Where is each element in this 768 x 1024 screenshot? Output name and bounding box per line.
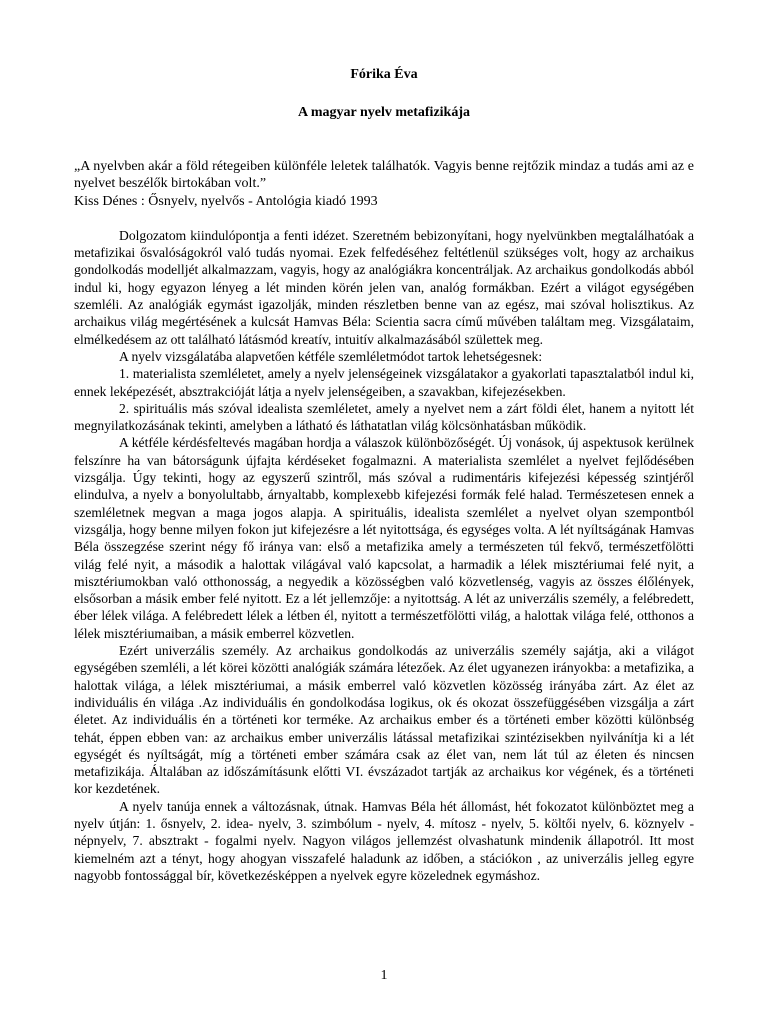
author-name: Fórika Éva bbox=[350, 67, 418, 82]
paragraph: 2. spirituális más szóval idealista szemléletet, amely a nyelvet nem a zárt földi élet, hanem a nyitott lét megnyilatkozásának tekinti, amelyben a látható és láthatatlan világ kölcsönhatásban működik. bbox=[74, 400, 694, 434]
paragraph: Ezért univerzális személy. Az archaikus gondolkodás az univerzális személy sajátja, aki a világot egységében szemléli, a lét körei közötti analógiák számára létezőek. Az élet ugyanezen irányokba: a metafizika, a halottak világa, a lélek misztériumai, a másik emberrel való közvetlen közösség irányába zárt. Az élet az individuális én világa .Az individuális én gondolkodása logikus, ok és okozat összefüggésében vizsgálja a zárt életet. Az individuális én a történeti kor terméke. Az archaikus ember és a történeti ember közötti különbség tehát, éppen ebben van: az archaikus ember univerzális látással metafizikai szintézisekben nyilvánítja ki a lét egységét és nyíltságát, míg a történeti ember számára csak az élet van, nem lát túl az életen és nincsen metafizikája. Általában az időszámításunk előtti VI. évszázadot tartják az archaikus kor végének, és a történeti kor kezdetének. bbox=[74, 643, 694, 797]
document-title: A magyar nyelv metafizikája bbox=[298, 105, 470, 120]
epigraph-quote: „A nyelvben akár a föld rétegeiben különféle leletek találhatók. Vagyis benne rejtőzik mindaz a tudás ami az e nyelvet beszélők birtokában volt.” bbox=[74, 159, 694, 192]
paragraph: 1. materialista szemléletet, amely a nyelv jelenségeinek vizsgálatakor a gyakorlati tapasztalatból indul ki, ennek leképezését, absztrakcióját látja a nyelv jelenségeiben, a szavakban, kifejezésekben. bbox=[74, 366, 694, 399]
paragraph: A kétféle kérdésfeltevés magában hordja a válaszok különbözőségét. Új vonások, új aspektusok kerülnek felszínre ha van bátorságunk újfajta kérdéseket fogalmazni. A materialista szemlélet a nyelvet fejlődésében vizsgálja. Úgy tekinti, hogy az egyszerű szintről, más szóval a rudimentáris kifejezési képesség szintjéről elindulva, a nyelv a bonyolultabb, árnyaltabb, komplexebb kifejezési formák felé halad. Természetesen ennek a szemléletnek megvan a maga jogos alapja. A spirituális, idealista szemlélet a nyelvet olyan szempontból vizsgálja, hogy benne milyen fokon jut kifejezésre a lét nyitottsága, és egységes volta. A lét nyíltságának Hamvas Béla összegzése szerint négy fő iránya van: első a metafizika amely a természeten túl fekvő, természetfölötti világ felé nyit, a második a halottak világával való kapcsolat, a harmadik a lélek misztériumai felé nyit, a misztériumokban való otthonosság, a negyedik a közösségben való közvetlenség, vagyis az összes élőlények, elsősorban a másik ember felé nyitott. Ez a lét jellemzője: a nyitottság. A lét az univerzális személy, a felébredett, éber lélek világa. A felébredett lélek a létben él, nyitott a természetfölötti világ, a halottak világa felé, otthonos a lélek misztériumaiban, a másik emberrel közvetlen. bbox=[74, 435, 694, 641]
paragraph: A nyelv tanúja ennek a változásnak, útnak. Hamvas Béla hét állomást, hét fokozatot különböztet meg a nyelv útján: 1. ősnyelv, 2. idea- nyelv, 3. szimbólum - nyelv, 4. mítosz - nyelv, 5. költői nyelv, 6. köznyelv - népnyelv, 7. absztrakt - fogalmi nyelv. Nagyon világos jellemzést olvashatunk mindenik állapotról. Itt most kiemelném azt a tényt, hogy ahogyan visszafelé haladunk az időben, a stációkon , az univerzális jelleg egyre nagyobb fontossággal bír, következésképpen a nyelvek egyre közelednek egymáshoz. bbox=[74, 798, 694, 883]
paragraph: A nyelv vizsgálatába alapvetően kétféle szemléletmódot tartok lehetségesnek: bbox=[119, 348, 543, 364]
body-text bbox=[74, 227, 694, 884]
epigraph-source: Kiss Dénes : Ősnyelv, nyelvős - Antológia kiadó 1993 bbox=[74, 193, 378, 209]
paragraph: Dolgozatom kiindulópontja a fenti idézet. Szeretném bebizonyítani, hogy nyelvünkben megtalálhatóak a metafizikai ősvalóságokról való tudás nyomai. Ezek felfedéséhez feltétlenül szükséges volt, hogy az archaikus gondolkodás modelljét alkalmazzam, vagyis, hogy az analógiákra koncentráljak. Az archaikus gondolkodás abból indul ki, hogy egyazon lényeg a lét minden körén jelen van, analóg formákban. Ezért a világot egységében szemléli. Az analógiák egymást igazolják, minden részletben benne van az egész, mai szóval holisztikus. Az archaikus világ megértésének a kulcsát Hamvas Béla: Scientia sacra című művében találtam meg. Vizsgálataim, elmélkedésem az ott található látásmód kreatív, intuitív alkalmazásából születtek meg. bbox=[74, 227, 694, 347]
page-number: 1 bbox=[380, 968, 388, 983]
